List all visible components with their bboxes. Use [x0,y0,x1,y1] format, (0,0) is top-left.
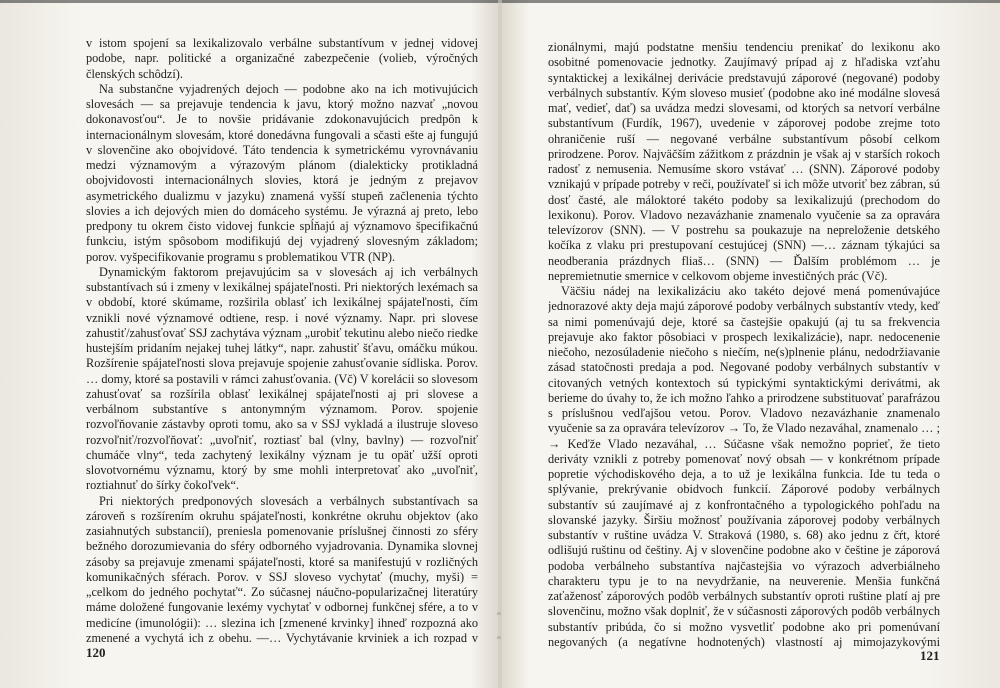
right-page-number: 121 [920,648,940,663]
left-page [86,36,478,646]
book-gutter [498,0,502,688]
left-paragraph-2: Na substančne vyjadrených dejoch — podobne ako na ich motivujúcich slovesách — sa prejavuje tendencia k javu, ktorý možno nazvať „novou dokonavosťou“. Je to novšie pridávanie zdokonavujúcich predpôn k internacionálnym slovesám, ktoré donedávna fungovali a sčasti ešte aj fungujú v slovenčine ako obojvidové. Táto tendencia k symetrickému vyrovnávaniu medzi významovým a výrazovým plánom (dialekticky protikladná obojvidovosti internacionálnych slovies, ktorá je jedným z prejavov asymetrického dualizmu v jazyku) znamená vyšší stupeň začlenenia týchto slovies a ich dejových mien do domáceho systému. Je výrazná aj preto, lebo predpony tu okrem čisto vidovej funkcie spĺňajú aj významovo špecifikačnú funkciu, istým spôsobom modifikujú dej vyjadrený slovesným základom; porov. vyšpecifikovanie programu s problematikou VTR (NP). [86,81,478,264]
right-page [548,40,940,650]
left-paragraph-1: v istom spojení sa lexikalizovalo verbálne substantívum v jednej vidovej podobe, napr. politické a organizačné zabezpečenie (volieb, výročných členských schôdzí). [86,36,478,81]
right-paragraph-1: zionálnymi, majú podstatne menšiu tendenciu prenikať do lexikonu ako osobitné pomenovacie jednotky. Zaujímavý prípad aj z hľadiska vzťahu syntaktickej a lexikálnej derivácie predstavujú záporové (negované) podoby verbálnych substantív. Kým sloveso musieť (podobne ako iné modálne slovesá mať, vedieť, dať) sa uvádza medzi slovesami, od ktorých sa netvorí verbálne substantívum (Furdík, 1967), uvedenie v záporovej podobe zrejme toto ohraničenie ruší — negované verbálne substantívum pôsobí celkom prirodzene. Porov. Najväčším zážitkom z prázdnin je však aj v starších rokoch radosť z nemusenia. Nemusíme skoro vstávať … (SNN). Záporové podoby vznikajú v prípade potreby v reči, používateľ si ich môže utvoriť bez zábran, sú dosť časté, ale máloktoré takéto podoby sa lexikalizujú (prechodom do lexikonu). Porov. Vladovo nezavázhanie znamenalo vyučenie sa za opravára televízorov (SNN). — V postrehu sa poukazuje na nepreloženie detského kočíka z vlaku pri prestupovaní cestujúcej (SNN) —… záznam týkajúci sa neodberania prázdnych fliaš… (SNN) — Ďalším problémom … je nepremietnutie smernice v celkovom objeme investičných prác (Vč). [548,40,940,283]
left-paragraph-3: Dynamickým faktorom prejavujúcim sa v slovesách aj ich verbálnych substantívach sú i zmeny v lexikálnej spájateľnosti. Pri niektorých lexémach sa v období, ktoré skúmame, rozširila oblasť ich lexikálnej spájateľnosti, čím vznikli nové významové odtiene, resp. i nové významy. Napr. pri slovese zahustiť/zahusťovať SSJ zachytáva význam „urobiť tekutinu alebo niečo riedke hustejším pridaním nejakej tuhej látky“, napr. zahustiť šťavu, omáčku múkou. Rozšírenie spájateľnosti slova prejavuje spojenie zahusťovanie sídliska. Porov. … domy, ktoré sa postavili v rámci zahusťovania. (Vč) V korelácii so slovesom zahusťovať sa rozšírila oblasť lexikálnej spájateľnosti aj pri slovese a verbálnom substantíve s antonymným významom. Porov. spojenie rozvoľňovanie zástavby oproti tomu, ako sa v SSJ vykladá a ilustruje sloveso rozvoľniť/rozvoľňovať: „uvoľniť, roztiasť bal (vlny, bavlny) — rozvoľniť chumáče vlny“, teda zachytený lexikálny význam je tu opäť užší oproti slovotvornému významu, ktorý by sme mohli interpretovať ako „uvoľniť, roztiahnuť do šírky čokoľvek“. [86,264,478,493]
right-paragraph-2: Väčšiu nádej na lexikalizáciu ako takéto dejové mená pomenúvajúce jednorazové akty deja majú záporové podoby verbálnych substantív vtedy, keď sa nimi pomenúvajú deje, ktoré sa častejšie opakujú (aj tu sa frekvencia prejavuje ako faktor pôsobiaci v prospech lexikalizácie), napr. nedocenenie niečoho, nezosúladenie niečoho s niečím, ne(s)plnenie plánu, nedodržiavanie zásad statočnosti predaja a pod. Negované podoby verbálnych substantív v citovaných vetných kontextoch sú typickými syntaktickými derivátmi, ak berieme do úvahy to, že ich možno ľahko a prirodzene substituovať parafrázou s príslušnou vedľajšou vetou. Porov. Vladovo nezavázhanie znamenalo vyučenie sa za opravára televízorov → To, že Vlado nezaváhal, znamenalo … ; → Keďže Vlado nezaváhal, … Súčasne však nemožno poprieť, že tieto deriváty vznikli z potreby pomenovať nový obsah — v konkrétnom prípade popretie východiskového deja, a to už je lexikálna funkcia. Ide tu teda o splývanie, prekrývanie obidvoch funkcií. Záporové podoby verbálnych substantív sú zaujímavé aj z konfrontačného a typologického pohľadu na slovanské jazyky. Širšiu možnosť používania záporovej podoby verbálnych substantív v ruštine uvádza V. Straková (1980, s. 68) ako jednu z čŕt, ktoré odlišujú ruštinu od češtiny. Aj v slovenčine podobne ako v češtine je záporová podoba verbálneho substantíva najčastejšia vo výrazoch adverbiálneho charakteru typu je to na nevydržanie, na neuverenie. Menšia funkčná zaťaženosť záporových podôb verbálnych substantív oproti ruštine platí aj pre slovenčinu, možno však doplniť, že v súčasnosti záporových podôb verbálnych substantív pribúda, čo si možno vysvetliť podobne ako pri pomenúvaní negovaných (a negatívne hodnotených) vlastností aj mimojazykovými [548,284,940,649]
binding-mark [497,636,501,639]
left-paragraph-4: Pri niektorých predponových slovesách a verbálnych substantívach sa zároveň s rozšírením okruhu spájateľnosti, konkrétne okruhu objektov (ako zasiahnutých substancií), preniesla pomenovanie príslušnej činnosti zo sféry bežného dorozumievania do sféry odborného vyjadrovania. Dynamika slovnej zásoby sa prejavuje zmenami spájateľnosti, ktoré sa manifestujú v rozličných komunikačných sférach. Porov. v SSJ sloveso vychytať (muchy, myši) = „celkom do jedného pochytať“. Zo súčasnej náučno-popularizačnej literatúry máme doložené fungovanie lexémy vychytať v odbornej funkčnej sfére, a to v medicíne (imunológii): … slezina ich [zmenené krvinky] ihneď rozpozná ako zmenené a vychytá ich z obehu. —… Vychytávanie krviniek a ich rozpad v [86,493,478,645]
left-page-number: 120 [86,645,106,660]
binding-mark [497,612,501,615]
